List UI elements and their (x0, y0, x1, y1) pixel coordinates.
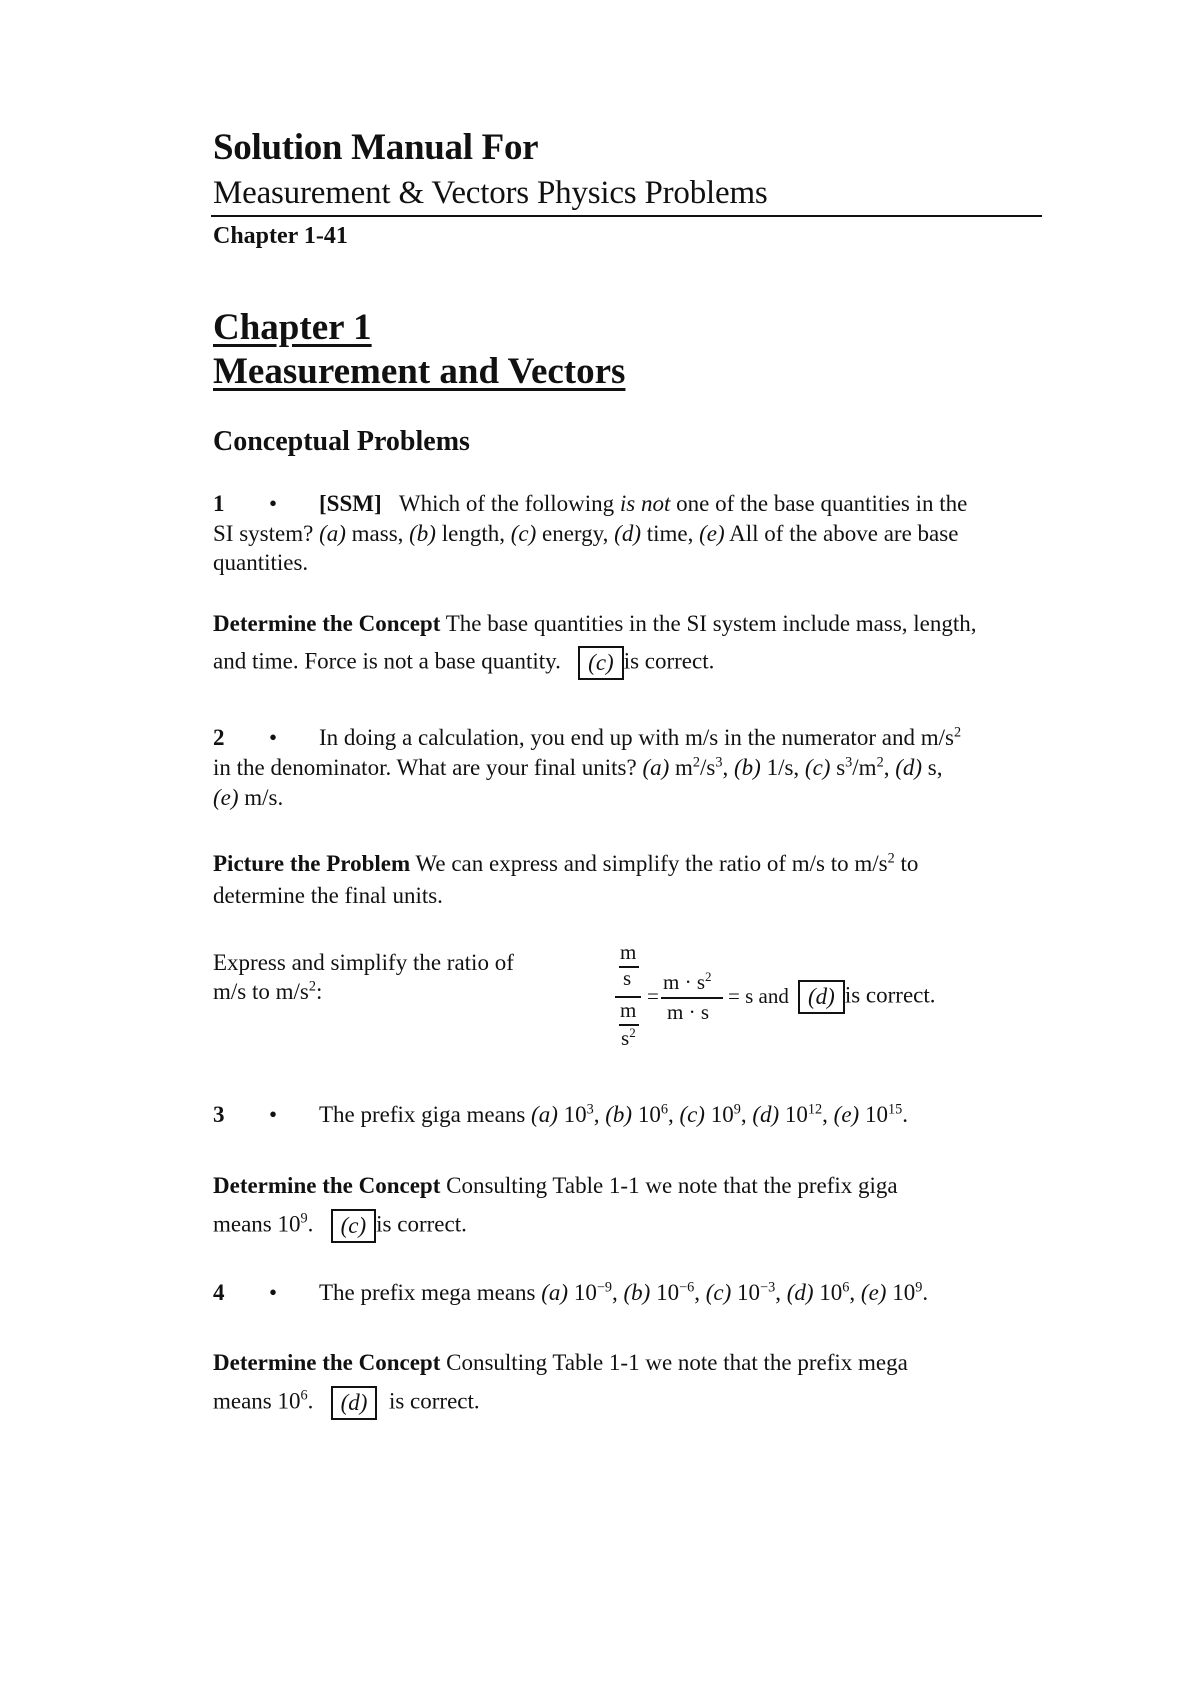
question-text: m/s. (238, 785, 284, 810)
option-label: (d) (786, 1280, 814, 1305)
question-text: The prefix giga means (319, 1102, 532, 1127)
question-text: length, (435, 521, 511, 546)
separator: , (740, 1102, 753, 1127)
option-label: (c) (804, 755, 831, 780)
problem-1-question-line-3: quantities. (213, 550, 309, 575)
exponent: 15 (887, 1101, 903, 1118)
ssm-tag: [SSM] (319, 491, 382, 516)
exponent: 3 (845, 754, 853, 771)
problem-1-question-line-1 (213, 489, 967, 519)
problem-number: 3 (213, 1102, 225, 1127)
option-label: (a) (531, 1102, 558, 1127)
option-label: (c) (705, 1280, 732, 1305)
option-label: (c) (510, 521, 537, 546)
answer-box: (d) (798, 980, 845, 1014)
question-text: energy, (536, 521, 615, 546)
exponent: 9 (915, 1279, 923, 1296)
problem-1-solution-line-2 (213, 646, 714, 680)
question-text: in the denominator. What are your final units? (213, 755, 643, 780)
separator: , (849, 1280, 861, 1305)
step-text: m/s to m/s (213, 979, 309, 1004)
solution-text: . (307, 1211, 314, 1237)
solution-text: is correct. (844, 982, 936, 1008)
option-value: 10 (568, 1280, 597, 1305)
option-label: (a) (319, 521, 346, 546)
exponent: 3 (586, 1101, 594, 1118)
question-text: All of the above are base (724, 521, 959, 546)
separator: , (612, 1280, 624, 1305)
question-text: /s (700, 755, 716, 780)
header-divider (211, 215, 1042, 217)
exponent: 2 (705, 969, 712, 984)
solution-text: Consulting Table 1-1 we note that the prefix giga (440, 1173, 898, 1198)
chapter-range: Chapter 1-41 (213, 223, 348, 249)
problem-number: 4 (213, 1280, 225, 1305)
option-label: (b) (623, 1280, 651, 1305)
problem-1-solution-line-1 (213, 609, 977, 639)
eq-simplified-fraction-line (661, 997, 723, 999)
question-text: The prefix mega means (319, 1280, 542, 1305)
step-text: : (315, 979, 323, 1004)
answer-box: (c) (331, 1209, 377, 1243)
option-label: (d) (895, 755, 923, 780)
problem-4-question (213, 1278, 928, 1308)
solution-text: means 10 (213, 1388, 301, 1414)
eq-equals: = (647, 984, 659, 1008)
problem-1-question-line-2 (213, 519, 958, 549)
question-text: , (722, 755, 734, 780)
solution-label: Determine the Concept (213, 1173, 441, 1198)
solution-text: is correct. (376, 1211, 467, 1237)
problem-number: 2 (213, 725, 225, 750)
answer-box: (d) (331, 1386, 378, 1420)
eq-answer (798, 980, 936, 1014)
option-value: 10 (632, 1102, 661, 1127)
exponent: −9 (596, 1279, 612, 1296)
document-subtitle: Measurement & Vectors Physics Problems (213, 175, 768, 211)
separator: . (902, 1102, 908, 1127)
solution-text: means 10 (213, 1211, 301, 1237)
option-value: 10 (731, 1280, 761, 1305)
option-label: (c) (679, 1102, 705, 1127)
question-text: SI system? (213, 521, 320, 546)
option-label: (a) (642, 755, 670, 780)
separator: . (922, 1280, 929, 1305)
eq-top-denominator: s (623, 966, 632, 990)
solution-text: and time. Force is not a base quantity. (213, 648, 561, 674)
separator: , (775, 1280, 787, 1305)
problem-2-solution-line-2: determine the final units. (213, 883, 443, 908)
question-text: m (669, 755, 693, 780)
solution-text: to (894, 851, 919, 876)
option-value: 10 (779, 1102, 808, 1127)
option-label: (e) (860, 1280, 887, 1305)
chapter-number: Chapter 1 (213, 307, 372, 348)
option-label: (e) (213, 785, 239, 810)
problem-4-solution-line-2 (213, 1386, 480, 1420)
option-value: 10 (704, 1102, 734, 1127)
problem-2-question-line-1 (213, 723, 961, 753)
solution-text: is correct. (388, 1388, 480, 1414)
difficulty-bullet: • (269, 1280, 278, 1305)
exponent: 2 (629, 1025, 636, 1040)
eq-top-numerator: m (620, 940, 637, 964)
eq-result: = s and (728, 984, 789, 1008)
question-text: Which of the following (398, 491, 620, 516)
solution-label: Determine the Concept (213, 1350, 441, 1375)
exponent: 12 (807, 1101, 823, 1118)
problem-2-question-line-2 (213, 753, 942, 783)
separator: , (667, 1102, 680, 1127)
question-text: one of the base quantities in the (670, 491, 968, 516)
document-title: Solution Manual For (213, 127, 539, 168)
answer-box: (c) (578, 646, 624, 680)
exponent: 2 (953, 724, 962, 741)
option-label: (d) (752, 1102, 780, 1127)
separator: , (694, 1280, 706, 1305)
question-text: s (830, 755, 846, 780)
question-text: time, (641, 521, 700, 546)
question-emphasis: is not (619, 491, 671, 516)
option-value: 10 (859, 1102, 888, 1127)
option-label: (b) (409, 521, 436, 546)
difficulty-bullet: • (269, 1102, 278, 1127)
question-text: , (883, 755, 896, 780)
exponent: 6 (842, 1279, 850, 1296)
exponent: 6 (300, 1387, 308, 1404)
problem-3-solution-line-2 (213, 1209, 467, 1243)
exponent: 6 (660, 1101, 668, 1118)
chapter-title: Measurement and Vectors (213, 351, 626, 392)
eq-simplified-denominator: m · s (667, 1000, 709, 1024)
problem-2-step-line-1: Express and simplify the ratio of (213, 950, 514, 975)
solution-text: We can express and simplify the ratio of m/s to m/s (410, 851, 888, 876)
question-text: In doing a calculation, you end up with m/s in the numerator and m/s (319, 725, 954, 750)
eq-bottom-denominator (621, 1026, 636, 1051)
exponent: 2 (692, 754, 701, 771)
option-label: (e) (833, 1102, 860, 1127)
question-text: mass, (345, 521, 410, 546)
problem-3-solution-line-1 (213, 1171, 898, 1201)
exponent: −6 (679, 1279, 695, 1296)
eq-bottom-numerator: m (620, 998, 637, 1022)
question-text: 1/s, (760, 755, 805, 780)
question-text: /m (852, 755, 877, 780)
option-value: 10 (813, 1280, 843, 1305)
option-value: 10 (557, 1102, 587, 1127)
eq-symbol: m · s (663, 970, 705, 994)
solution-text: is correct. (623, 648, 715, 674)
solution-text: . (307, 1388, 314, 1414)
solution-label: Determine the Concept (213, 611, 441, 636)
option-label: (e) (699, 521, 725, 546)
option-label: (a) (541, 1280, 569, 1305)
exponent: 3 (715, 754, 723, 771)
problem-3-question (213, 1100, 908, 1130)
solution-text: The base quantities in the SI system include mass, length, (440, 611, 977, 636)
problem-number: 1 (213, 491, 225, 516)
question-text: s, (922, 755, 943, 780)
problem-2-question-line-3 (213, 783, 283, 813)
exponent: 2 (876, 754, 884, 771)
difficulty-bullet: • (269, 491, 278, 516)
option-label: (b) (605, 1102, 633, 1127)
exponent: 9 (733, 1101, 741, 1118)
problem-2-solution-line-1 (213, 849, 918, 879)
ratio-equation (615, 940, 1035, 1070)
eq-simplified-numerator (663, 970, 712, 995)
problem-2-step-line-2 (213, 977, 322, 1007)
difficulty-bullet: • (269, 725, 278, 750)
exponent: 9 (300, 1210, 308, 1227)
option-label: (b) (734, 755, 761, 780)
separator: , (593, 1102, 606, 1127)
option-label: (d) (614, 521, 641, 546)
exponent: 2 (887, 850, 895, 867)
eq-symbol: s (621, 1026, 630, 1050)
exponent: 2 (308, 978, 316, 995)
section-heading: Conceptual Problems (213, 426, 470, 457)
option-value: 10 (886, 1280, 916, 1305)
solution-label: Picture the Problem (213, 851, 411, 876)
separator: , (822, 1102, 834, 1127)
solution-text: Consulting Table 1-1 we note that the prefix mega (440, 1350, 908, 1375)
option-value: 10 (650, 1280, 680, 1305)
problem-4-solution-line-1 (213, 1348, 908, 1378)
exponent: −3 (760, 1279, 776, 1296)
